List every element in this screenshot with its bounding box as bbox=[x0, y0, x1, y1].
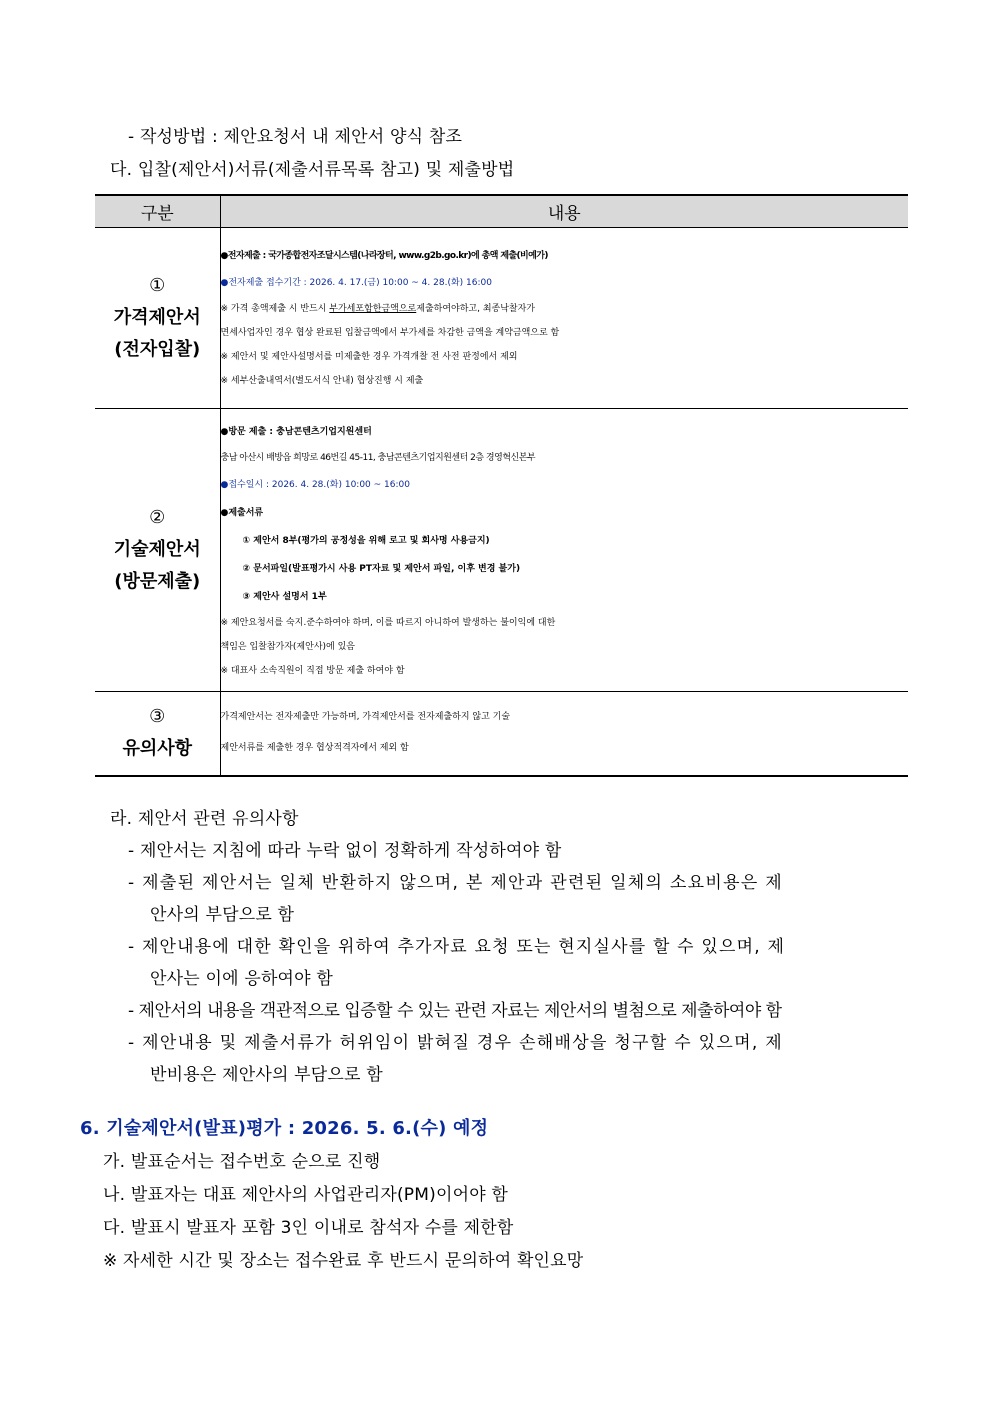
ra-bullet: - 제출된 제안서는 일체 반환하지 않으며, 본 제안과 관련된 일체의 소요비용은 제 bbox=[128, 873, 783, 893]
vat-note: ※ 가격 총액제출 시 반드시 부가세포함한금액으로제출하여야하고, 최종낙찰자가 bbox=[220, 303, 535, 314]
price-proposal-category bbox=[95, 228, 220, 409]
section-6-note: ※ 자세한 시간 및 장소는 접수완료 후 반드시 문의하여 확인요망 bbox=[103, 1251, 584, 1271]
table-row-technical bbox=[95, 409, 908, 692]
technical-proposal-category bbox=[95, 409, 220, 692]
row-mode: (전자입찰) bbox=[114, 339, 201, 360]
ra-bullet-cont: 안사의 부담으로 함 bbox=[150, 905, 295, 925]
header-content: 내용 bbox=[220, 195, 908, 228]
table-row-price bbox=[95, 228, 908, 409]
method-line: - 작성방법 : 제안요청서 내 제안서 양식 참조 bbox=[128, 127, 463, 147]
compliance-note: ※ 제안요청서를 숙지․준수하여야 하며, 이를 따르지 아니하여 발생하는 불이익에 대한 bbox=[220, 617, 556, 628]
visit-submit-line: ●방문 제출 : 충남콘텐츠기업지원센터 bbox=[220, 426, 372, 437]
section-da-heading: 다. 입찰(제안서)서류(제출서류목록 참고) 및 제출방법 bbox=[110, 160, 515, 180]
section-6-item: 나. 발표자는 대표 제안사의 사업관리자(PM)이어야 함 bbox=[103, 1185, 509, 1205]
e-submit-period: ●전자제출 접수기간 : 2026. 4. 17.(금) 10:00 ~ 4. 28.(화) 16:00 bbox=[220, 277, 492, 288]
ra-bullet: - 제안내용 및 제출서류가 허위임이 밝혀질 경우 손해배상을 청구할 수 있으며, 제 bbox=[128, 1033, 783, 1053]
reception-time: ●접수일시 : 2026. 4. 28.(화) 10:00 ~ 16:00 bbox=[220, 479, 410, 490]
row-number: ③ bbox=[149, 706, 166, 728]
row-name: 기술제안서 bbox=[113, 539, 201, 560]
row-mode: (방문제출) bbox=[114, 571, 201, 592]
caution-category bbox=[95, 692, 220, 776]
document-item: ① 제안서 8부(평가의 공정성을 위해 로고 및 회사명 사용금지) bbox=[242, 535, 490, 546]
staff-note: ※ 대표사 소속직원이 직접 방문 제출 하여야 함 bbox=[220, 665, 405, 676]
section-6-item: 다. 발표시 발표자 포함 3인 이내로 참석자 수를 제한함 bbox=[103, 1218, 514, 1238]
ra-bullet-cont: 안사는 이에 응하여야 함 bbox=[150, 969, 334, 989]
technical-proposal-content bbox=[220, 409, 908, 692]
document-item: ③ 제안사 설명서 1부 bbox=[242, 591, 327, 602]
header-category: 구분 bbox=[95, 195, 220, 228]
submission-table bbox=[95, 194, 908, 777]
row-name: 가격제안서 bbox=[113, 307, 201, 328]
ra-bullet: - 제안서의 내용을 객관적으로 입증할 수 있는 관련 자료는 제안서의 별첨으로 제출하여야 함 bbox=[128, 1001, 782, 1021]
detail-note: ※ 세부산출내역서(별도서식 안내) 협상진행 시 제출 bbox=[220, 375, 424, 386]
section-6-item: 가. 발표순서는 접수번호 순으로 진행 bbox=[103, 1152, 381, 1172]
caution-line: 가격제안서는 전자제출만 가능하며, 가격제안서를 전자제출하지 않고 기술 bbox=[220, 712, 511, 723]
row-name: 유의사항 bbox=[122, 738, 193, 760]
table-row-caution bbox=[95, 692, 908, 776]
price-proposal-content bbox=[220, 228, 908, 409]
section-6-heading: 6. 기술제안서(발표)평가 : 2026. 5. 6.(수) 예정 bbox=[80, 1118, 489, 1139]
ra-bullet: - 제안내용에 대한 확인을 위하여 추가자료 요청 또는 현지실사를 할 수 있으며, 제 bbox=[128, 937, 786, 957]
ra-bullet: - 제안서는 지침에 따라 누락 없이 정확하게 작성하여야 함 bbox=[128, 841, 562, 861]
documents-heading: ●제출서류 bbox=[220, 507, 264, 518]
ra-bullet-cont: 반비용은 제안사의 부담으로 함 bbox=[150, 1065, 383, 1085]
document-item: ② 문서파일(발표평가시 사용 PT자료 및 제안서 파일, 이후 변경 불가) bbox=[242, 563, 521, 574]
caution-line: 제안서류를 제출한 경우 협상적격자에서 제외 함 bbox=[220, 743, 409, 754]
exclusion-note: ※ 제안서 및 제안사설명서를 미제출한 경우 가격개찰 전 사전 판정에서 제외 bbox=[220, 351, 518, 362]
row-number: ② bbox=[149, 507, 166, 528]
compliance-note-cont: 책임은 입찰참가자(제안사)에 있음 bbox=[220, 641, 355, 652]
caution-content bbox=[220, 692, 908, 776]
section-ra-heading: 라. 제안서 관련 유의사항 bbox=[110, 809, 299, 829]
row-number: ① bbox=[149, 275, 166, 296]
address-line: 충남 아산시 배방읍 희망로 46번길 45-11, 충남콘텐츠기업지원센터 2층 경영혁신본부 bbox=[220, 452, 536, 463]
vat-note-cont: 면세사업자인 경우 협상 완료된 입찰금액에서 부가세를 차감한 금액을 계약금액으로 함 bbox=[220, 327, 560, 338]
e-submit-line: ●전자제출 : 국가종합전자조달시스템(나라장터, www.g2b.go.kr)에 총액 제출(비예가) bbox=[220, 250, 548, 261]
